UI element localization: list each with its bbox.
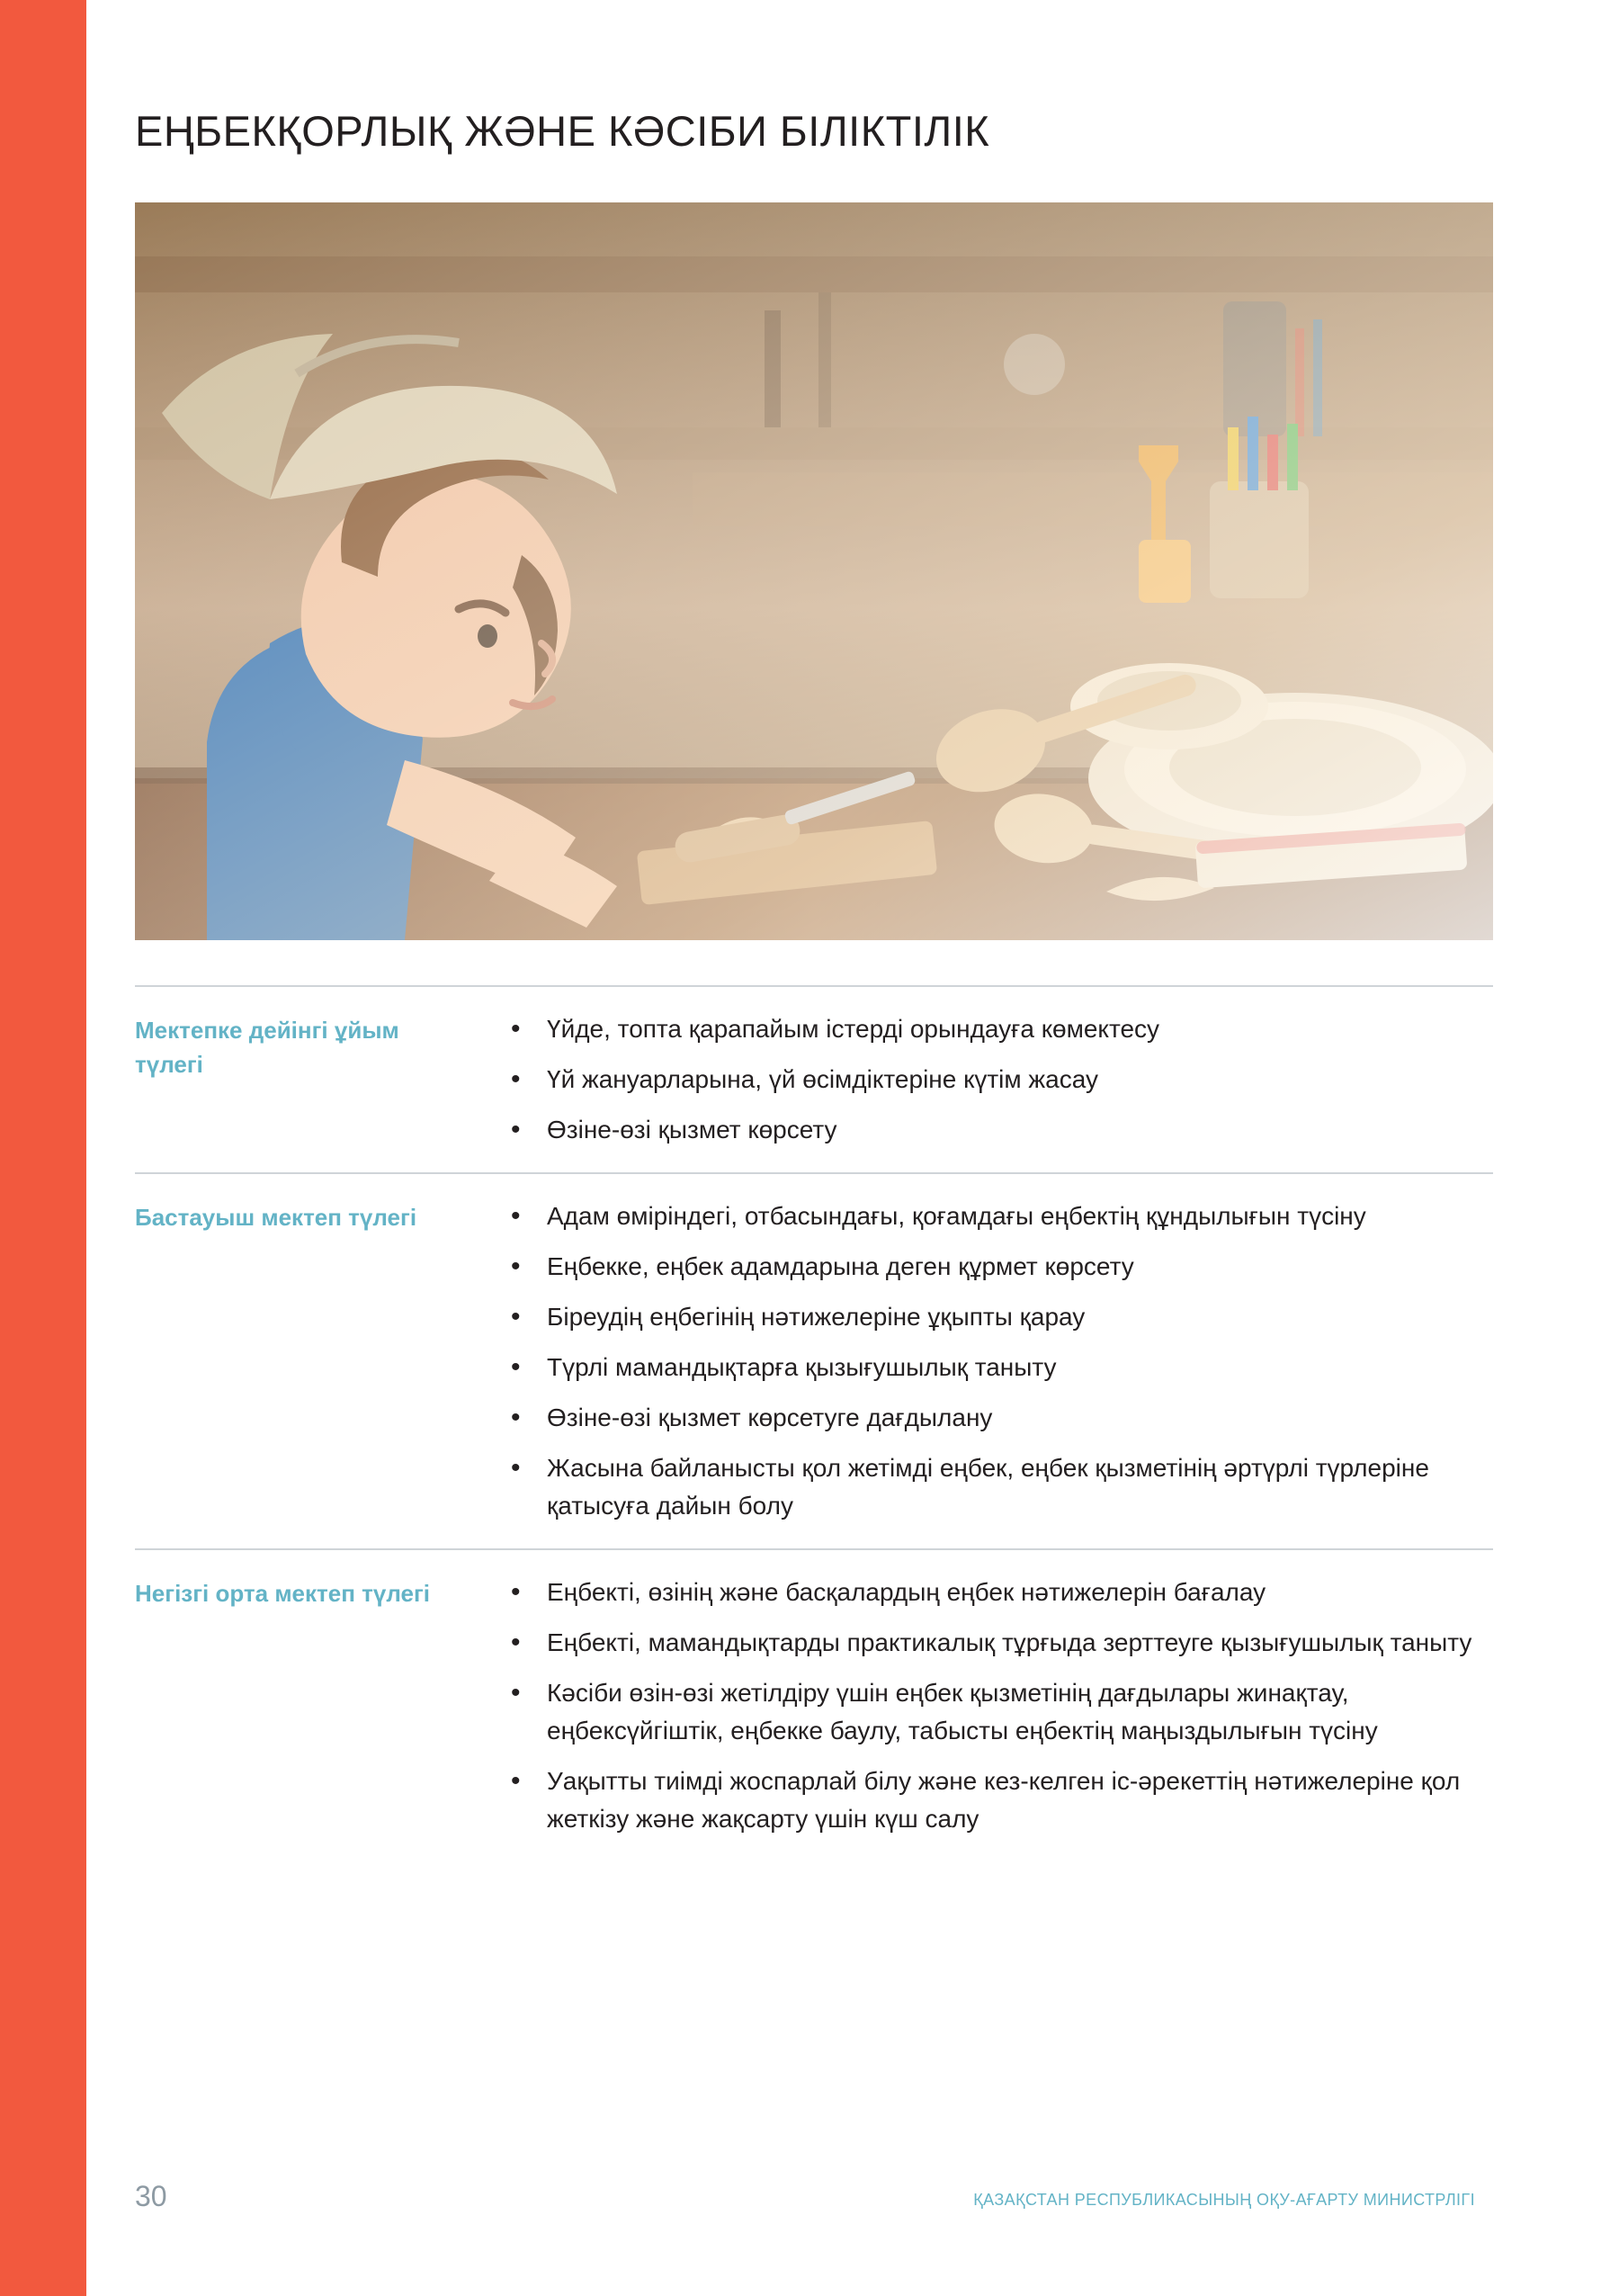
table-row [135, 1174, 1493, 1550]
list-item: • Адам өміріндегі, отбасындағы, қоғамдағы еңбектің құндылығын түсіну [495, 1197, 1493, 1235]
list-item: • Біреудің еңбегінің нәтижелеріне ұқыпты қарау [495, 1298, 1493, 1336]
list-item: • Өзіне-өзі қызмет көрсетуге дағдылану [495, 1399, 1493, 1437]
list-item: • Еңбекке, еңбек адамдарына деген құрмет көрсету [495, 1248, 1493, 1286]
list-item: • Уақытты тиімді жоспарлай білу және кез-келген іс-әрекеттің нәтижелеріне қол жеткізу және жақсарту үшін күш салу [495, 1762, 1493, 1838]
footer-note: ҚАЗАҚСТАН РЕСПУБЛИКАСЫНЫҢ ОҚУ-АҒАРТУ МИНИСТРЛІГІ [973, 2191, 1475, 2209]
row-label: Мектепке дейінгі ұйым түлегі [135, 1017, 399, 1078]
row-items [486, 1010, 1493, 1149]
page-footer [135, 2172, 1475, 2226]
list-item: • Кәсіби өзін-өзі жетілдіру үшін еңбек қызметінің дағдылары жинақтау, еңбексүйгіштік, еңбекке баулу, табысты еңбектің маңыздылығын түсіну [495, 1674, 1493, 1750]
list-item: • Үй жануарларына, үй өсімдіктеріне күтім жасау [495, 1061, 1493, 1099]
row-items [486, 1574, 1493, 1838]
row-items [486, 1197, 1493, 1525]
competency-table [135, 985, 1493, 1861]
page-content [135, 0, 1493, 2296]
hero-image [135, 202, 1493, 940]
list-item: • Еңбекті, мамандықтарды практикалық тұрғыда зерттеуге қызығушылық таныту [495, 1624, 1493, 1662]
row-label: Негізгі орта мектеп түлегі [135, 1580, 431, 1607]
list-item: • Үйде, топта қарапайым істерді орындауға көмектесу [495, 1010, 1493, 1048]
table-row [135, 985, 1493, 1174]
left-accent-bar [0, 0, 86, 2296]
list-item: • Еңбекті, өзінің және басқалардың еңбек нәтижелерін бағалау [495, 1574, 1493, 1611]
row-label: Бастауыш мектеп түлегі [135, 1204, 417, 1231]
workshop-photo-illustration [135, 202, 1493, 940]
page-number: 30 [135, 2180, 167, 2212]
table-row [135, 1550, 1493, 1861]
list-item: • Өзіне-өзі қызмет көрсету [495, 1111, 1493, 1149]
page-title: ЕҢБЕКҚОРЛЫҚ ЖӘНЕ КӘСІБИ БІЛІКТІЛІК [135, 107, 990, 155]
list-item: • Жасына байланысты қол жетімді еңбек, еңбек қызметінің әртүрлі түрлеріне қатысуға дайын болу [495, 1449, 1493, 1525]
list-item: • Түрлі мамандықтарға қызығушылық таныту [495, 1349, 1493, 1386]
